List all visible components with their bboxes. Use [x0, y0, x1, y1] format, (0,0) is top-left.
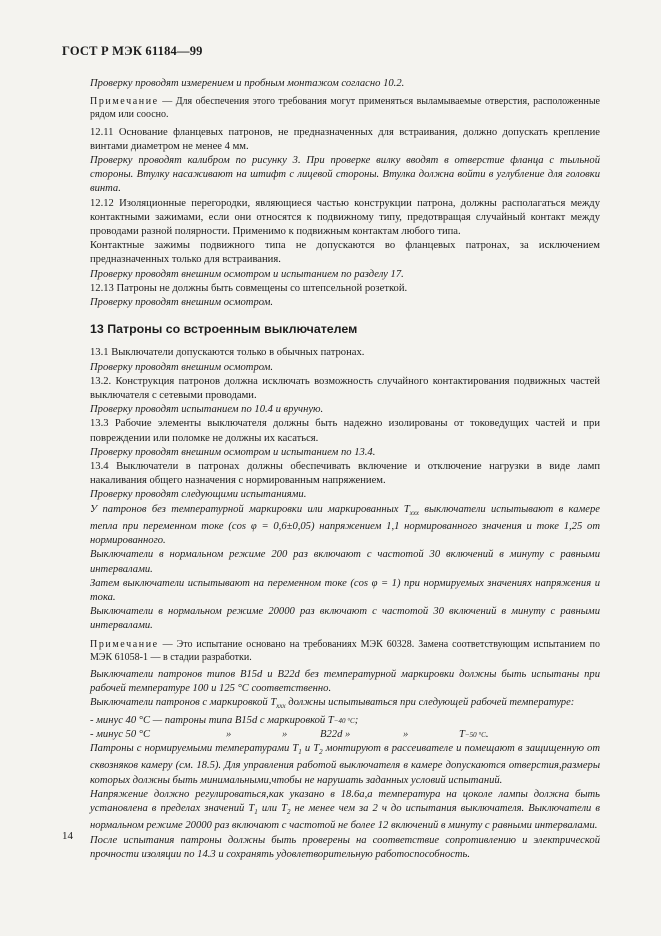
subscript: 1	[254, 808, 258, 817]
text-run: Патроны с нормируемыми температурами T	[90, 743, 299, 755]
text-run: - минус 40 °С — патроны типа B15d с маркировкой T	[90, 714, 334, 726]
paragraph: Выключатели в нормальном режиме 20000 раз включают с частотой 30 включений в минуту с равными интервалами.	[90, 606, 600, 632]
paragraph: Проверку проводят калибром по рисунку 3. При проверке вилку вводят в отверстие фланца с тыльной стороны. Втулку насаживают на штифт с лицевой стороны. Втулка должна войти в углубление для головки винта.	[90, 155, 600, 195]
paragraph: Проверку проводят испытанием по 10.4 и вручную.	[90, 404, 324, 416]
note	[90, 638, 600, 664]
clause-13-4: 13.4 Выключатели в патронах должны обеспечивать включение и отключение нагрузки в виде ламп накаливания общего назначения с нормированным напряжением.	[90, 461, 600, 487]
paragraph: Проверку проводят внешним осмотром и испытанием по разделу 17.	[90, 268, 404, 280]
clause-13-1: 13.1 Выключатели допускаются только в обычных патронах.	[90, 347, 365, 359]
note-label: Примечание	[90, 638, 159, 650]
text-run: монтируют в рассеивателе и помещают в защищенную от сквозняков камеру (см. 18.5). Для управления работой выключателя в камере допускаются отверстия,размеры которых должны быть минимальными,чтобы не нарушать заданных условий испытаний.	[90, 743, 600, 786]
text-run: Выключатели патронов с маркировкой T	[90, 697, 277, 709]
text-run: не менее чем за 2 ч до испытания выключателя. Выключатели в нормальном режиме 20000 раз включают с частотой не более 12 включений в минуту с равными интервалами.	[90, 803, 600, 832]
list-item	[90, 714, 600, 728]
paragraph: Выключатели патронов типов B15d и B22d без температурной маркировки должны быть испытаны при рабочей температуре 100 и 125 °С соответственно.	[90, 669, 600, 695]
text-run: или T	[257, 803, 287, 815]
paragraph	[90, 503, 600, 549]
clause-13-2: 13.2. Конструкция патронов должна исключать возможность случайного контактирования подвижных частей выключателя с сетевыми проводами.	[90, 375, 600, 402]
clause-12-11: 12.11 Основание фланцевых патронов, не предназначенных для встраивания, должно допускать крепление винтами диаметром не менее 4 мм.	[90, 126, 600, 152]
ditto-mark: »	[282, 728, 288, 740]
text-run: ;	[354, 714, 359, 726]
subscript: 2	[319, 748, 323, 757]
text-run: Напряжение должно регулироваться,как указано в 18.6а,а температура на цоколе лампы должна быть установлена в пределах значений T	[90, 788, 600, 815]
subscript: xxx	[409, 508, 420, 517]
ditto-mark: »	[403, 728, 409, 740]
text-run: У патронов без температурной маркировки или маркированных T	[90, 503, 410, 515]
paragraph: Проверку проводят внешним осмотром и испытанием по 13.4.	[90, 446, 376, 458]
note-text: — Это испытание основано на требованиях МЭК 60328. Замена соответствующим испытанием по МЭК 61058-1 — в стадии разработки.	[90, 638, 600, 663]
subscript: −40 °C	[333, 716, 355, 725]
clause-12-13: 12.13 Патроны не должны быть совмещены со штепсельной розеткой.	[90, 282, 408, 294]
ditto-mark: »	[226, 728, 232, 740]
text-run: B22d »	[320, 728, 351, 740]
paragraph: После испытания патроны должны быть проверены на соответствие сопротивлению и электрической прочности изоляции по 14.3 и сохранять удовлетворительную работоспособность.	[90, 834, 600, 860]
standard-header: ГОСТ Р МЭК 61184—99	[62, 44, 203, 58]
subscript: 1	[298, 748, 302, 757]
subscript: 2	[287, 808, 291, 817]
page-number: 14	[62, 830, 73, 842]
paragraph: Выключатели в нормальном режиме 200 раз включают с частотой 30 включений в минуту с равными интервалами.	[90, 549, 600, 575]
paragraph: Затем выключатели испытывают на переменном токе (cos φ = 1) при нормируемых значениях напряжения и тока.	[90, 577, 600, 604]
clause-13-3: 13.3 Рабочие элементы выключателя должны быть надежно изолированы от токоведущих частей и при повреждении или поломке не должны их касаться.	[90, 418, 600, 444]
section-13-title: 13 Патроны со встроенным выключателем	[90, 322, 358, 337]
subscript: xxx	[276, 702, 286, 711]
note-label: Примечание	[90, 96, 159, 108]
paragraph	[90, 742, 600, 788]
page-content	[90, 77, 600, 862]
paragraph	[90, 788, 600, 834]
text-run: и T	[301, 743, 320, 755]
text-run: - минус 50 °С	[90, 728, 151, 740]
paragraph: Контактные зажимы подвижного типа не допускаются во фланцевых патронах, за исключением предназначенных только для встраивания.	[90, 240, 600, 266]
subscript: −50 °C	[464, 730, 486, 739]
clause-12-12: 12.12 Изоляционные перегородки, являющиеся частью конструкции патрона, должны располагаться между контактными зажимами, если они относятся к подвижному типу, предотвращая случайный контакт между проводами разной полярности. Применимо к подвижным контактам любого типа.	[90, 197, 600, 238]
note	[90, 95, 600, 121]
paragraph: Проверку проводят следующими испытаниями.	[90, 489, 307, 501]
paragraph: Проверку проводят измерением и пробным монтажом согласно 10.2.	[90, 78, 405, 89]
text-run: выключатели испытывают в камере тепла при переменном токе (cos φ = 0,6±0,05) напряжением 1,1 нормированного значения и токе 1,25 от нормированного.	[90, 503, 600, 547]
note-text: — Для обеспечения этого требования могут применяться выламываемые отверстия, расположенные рядом или соосно.	[90, 96, 600, 121]
paragraph	[90, 696, 600, 713]
list-item	[90, 728, 600, 742]
paragraph: Проверку проводят внешним осмотром.	[90, 361, 274, 373]
text-run: должны испытываться при следующей рабочей температуре:	[285, 697, 575, 709]
text-run: .	[485, 728, 489, 740]
text-run: T	[459, 728, 465, 740]
paragraph: Проверку проводят внешним осмотром.	[90, 297, 274, 309]
